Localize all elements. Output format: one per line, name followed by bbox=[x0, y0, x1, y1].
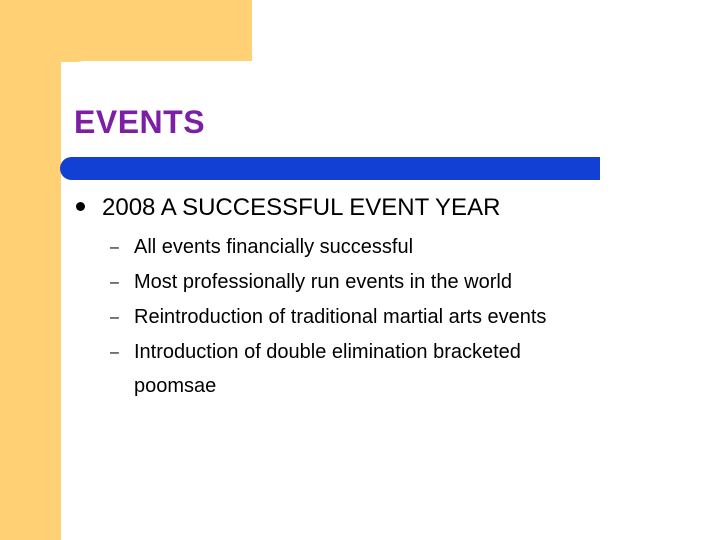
sub-bullet-item bbox=[110, 265, 670, 300]
sub-bullet-text: All events financially successful bbox=[134, 236, 414, 258]
main-bullet-text: 2008 A SUCCESSFUL EVENT YEAR bbox=[102, 194, 501, 221]
dash-icon: – bbox=[110, 309, 119, 326]
decorative-left-bar bbox=[0, 0, 61, 540]
sub-bullet-text: Reintroduction of traditional martial arts events bbox=[134, 306, 547, 328]
sub-bullet-text: Most professionally run events in the world bbox=[134, 271, 512, 293]
slide-title: EVENTS bbox=[74, 104, 206, 140]
main-bullet bbox=[74, 194, 500, 222]
sub-bullet-item bbox=[110, 230, 670, 265]
dash-icon: – bbox=[110, 274, 119, 291]
bullet-dot-icon bbox=[76, 202, 85, 211]
dash-icon: – bbox=[110, 239, 119, 256]
sub-bullet-item bbox=[110, 335, 670, 403]
sub-bullet-text: Introduction of double elimination bracketed poomsae bbox=[134, 341, 521, 397]
sub-bullet-list bbox=[110, 230, 670, 403]
dash-icon: – bbox=[110, 344, 119, 361]
title-underline-bar bbox=[60, 157, 600, 180]
sub-bullet-item bbox=[110, 300, 670, 335]
